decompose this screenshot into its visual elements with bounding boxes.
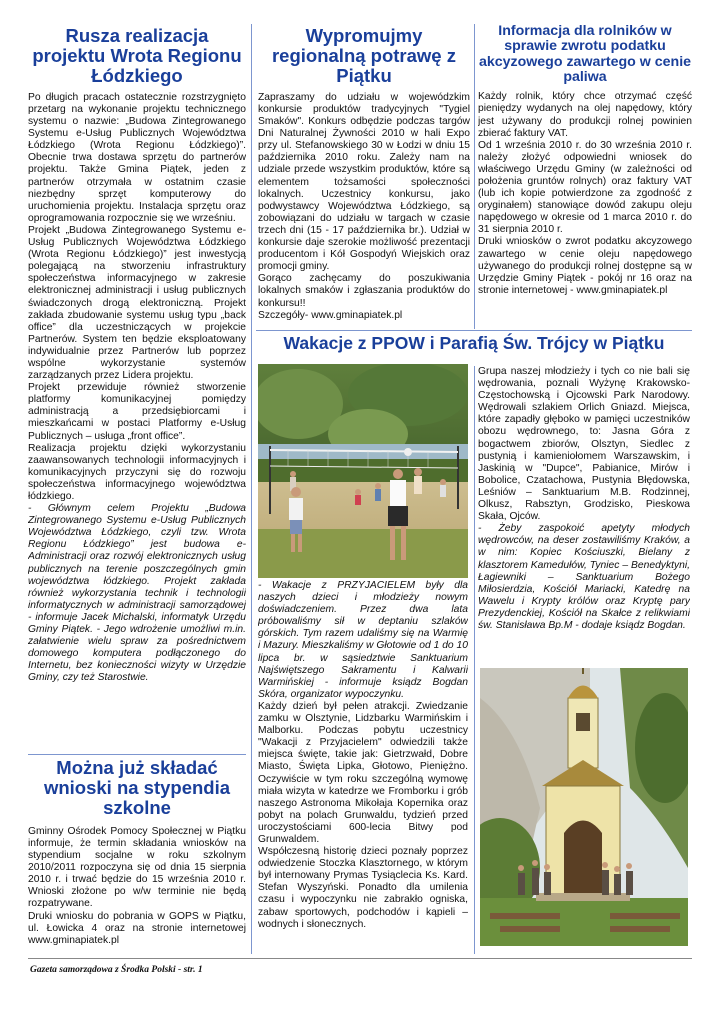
article-wakacje-left	[258, 580, 468, 956]
photo-chapel	[480, 668, 688, 946]
article-stypendia	[28, 758, 246, 954]
paragraph: - Wakacje z PRZYJACIELEM były dla naszych dzieci i młodzieży nowym doświadczeniem. Przez dwa lata próbowaliśmy sił w deptaniu szlaków górskich. Tym razem udaliśmy się na Warmię i Mazury. Mieszkaliśmy w Głotowie od 1 do 10 lipca br. w sąsiedztwie Sanktuarium Najświętszego Sakramentu i Kalwarii Warmińskiej - informuje ksiądz Bogdan Skóra, organizator wypoczynku.	[258, 580, 468, 700]
paragraph: Po długich pracach ostatecznie rozstrzygnięto przetarg na wykonanie projektu technicznego systemu o nazwie: „Budowa Zintegrowanego Systemu e-Usług Publicznych Województwa Łódzkiego (Wrota Regionu Łódzkiego)”. Obecnie trwa dostawa sprzętu do partnerów projektu. Także Gmina Piątek, jeden z partnerów otrzymała w ostatnim czasie niezbędny sprzęt komputerowy do uruchomienia projektu. Instalacja sprzętu oraz oprogramowania rozpocznie się we wrześniu.	[28, 91, 246, 224]
article-potrawa	[258, 26, 470, 328]
article-akcyza-body	[478, 91, 692, 297]
divider	[28, 754, 246, 755]
column-divider	[251, 24, 252, 954]
article-wakacje-title: Wakacje z PPOW i Parafią Św. Trójcy w Piątku	[283, 333, 665, 353]
article-wrota	[28, 26, 246, 754]
paragraph: - Głównym celem Projektu „Budowa Zintegrowanego Systemu e-Usług Publicznych Województwa Łódzkiego, czyli tzw. Wrota Regionu Łódzkiego” jest budowa e-Administracji oraz rozwój elektronicznych usług publicznych na terenie poszczególnych gmin województwa łódzkiego. Projekt zakłada również wykorzystania technik i technologii informatycznych w administracji samorządowej - informuje Jacek Michalski, informatyk Urzędu Gminy Piątek. - Jego wdrożenie umożliwi m.in. załatwienie wielu spraw za pośrednictwem domowego komputera podłączonego do Internetu, bez konieczności wizyty w Urzędzie Gminy, czy też Starostwie.	[28, 503, 246, 684]
article-wrota-body	[28, 92, 246, 685]
paragraph: Gorąco zachęcamy do poszukiwania lokalnych smaków i zgłaszania produktów do konkursu!!	[258, 273, 470, 309]
paragraph: Druki wniosku do pobrania w GOPS w Piątku, ul. Łowicka 4 oraz na stronie internetowej www.gminapiatek.pl	[28, 910, 246, 946]
article-potrawa-body	[258, 92, 470, 322]
paragraph: Zapraszamy do udziału w wojewódzkim konkursie produktów tradycyjnych "Tygiel Smaków". Konkurs odbędzie podczas targów Dni Naturalnej Żywności 2010 w hali Expo przy ul. Stefanowskiego 30 w Łodzi w dniu 15 października 2010 roku. Zależy nam na udziale przede wszystkim produktów, które są elementem tożsamości społeczności lokalnych. Uczestnicy konkursu, jako podwystawcy Województwa Łódzkiego, są zobowiązani do udziału w targach w czasie trzech dni (15 - 17 października br.). Udział w konkursie daje szerokie możliwość prezentacji producentom i Kół Gospodyń Wiejskich oraz promocji gminy.	[258, 91, 470, 273]
column-divider	[474, 24, 475, 329]
article-stypendia-title: Można już składać wnioski na stypendia szkolne	[43, 758, 231, 818]
footer-text: Gazeta samorządowa z Środka Polski - str. 1	[30, 965, 203, 975]
paragraph: Od 1 września 2010 r. do 30 września 2010 r. należy złożyć odpowiedni wniosek do właściwego Urzędu Gminy (w zależności od położenia gruntów rolnych) oraz faktury VAT (lub ich kopie potwierdzone za zgodność z oryginałem) stanowiące dowód zakupu oleju napędowego w okresie od 1 marca 2010 r. do 31 sierpnia 2010 r.	[478, 139, 692, 236]
paragraph: Projekt „Budowa Zintegrowanego Systemu e-Usług Publicznych Województwa Łódzkiego (Wrota Regionu Łódzkiego)” jest inwestycją polegającą na stworzeniu infrastruktury społeczeństwa informacyjnego w zakresie elektronicznej administracji i usług publicznych świadczonych drogą elektroniczną. Projekt zakłada zbudowanie systemu usług typu „back office” dla uczestniczących w projekcie Partnerów. System ten będzie eksploatowany indywidualnie przez Partnerów lub poprzez wspólne wykorzystanie systemów zarządzanych przez Lidera projektu.	[28, 224, 246, 382]
paragraph: Gminny Ośrodek Pomocy Społecznej w Piątku informuje, że termin składania wniosków na stypendium socjalne w roku szkolnym 2010/2011 rozpoczyna się od dnia 15 sierpnia 2010 r. i trwać będzie do 15 września 2010 r. Wnioski złożone po w/w terminie nie będą rozpatrywane.	[28, 825, 246, 910]
footer-rule	[28, 958, 692, 959]
paragraph: Druki wniosków o zwrot podatku akcyzowego zawartego w cenie oleju napędowego używanego do produkcji rolnej dostępne są w Urzędzie Gminy Piątek - pokój nr 16 oraz na stronie internetowej - www.gminapiatek.pl	[478, 236, 692, 296]
photo-volleyball	[258, 364, 468, 578]
paragraph: Każdy dzień był pełen atrakcji. Zwiedzanie zamku w Olsztynie, Lidzbarku Warmińskim i Malborku. Podczas pobytu uczestnicy "Wakacji z Przyjacielem" odwiedzili także miejsca święte, takie jak: Gietrzwałd, Dobre Miasto, Święta Lipka, Głotowo, Pieniężno. Oczywiście w tym roku szczególną wymowę miała wizyta w katedrze we Fromborku i grób naszego Astronoma Mikołaja Kopernika oraz pobyt na polach Grunwaldu, tydzień przed uroczystościami 600-lecia Bitwy pod Grunwaldem.	[258, 700, 468, 845]
article-stypendia-body	[28, 826, 246, 947]
photo-chapel-image	[480, 668, 688, 946]
article-akcyza-title: Informacja dla rolników w sprawie zwrotu podatku akcyzowego zawartego w cenie paliwa	[478, 24, 692, 85]
article-potrawa-title: Wypromujmy regionalną potrawę z Piątku	[271, 26, 456, 86]
paragraph: Projekt przewiduje również stworzenie platformy komunikacyjnej pomiędzy administracją a przedsiębiorcami i mieszkańcami w postaci Platformy e-Usług Publicznych – usługa „front office”.	[28, 382, 246, 442]
article-wakacje-right	[478, 366, 690, 666]
paragraph: Realizacja projektu dzięki wykorzystaniu zaawansowanych technologii informacyjnych i komunikacyjnych przyczyni się do rozwoju społeczeństwa informacyjnego województwa łódzkiego.	[28, 442, 246, 502]
column-divider	[474, 366, 475, 954]
paragraph: Grupa naszej młodzieży i tych co nie bali się wędrowania, poznali Wyżynę Krakowsko-Częstochowską i Ojcowski Park Narodowy. Wędrowali szlakiem Orlich Gniazd. Miejsca, które zapadły głęboko w pamięci uczestników obozu wędrownego, to: Jasna Góra z bogactwem zbiorów, Olsztyn, Siedlec z pustynią i kamieniołomem Warszawskim, i Jaskinią w "Dupce", Pabianice, Mirów i Bobolice, Czatachowa, Pustynia Błędowska, Leśniów – Sanktuarium M.B. Rodzinnej, Olkusz, Rabsztyn, Grodzisko, Pieskowa Skała, Ojców.	[478, 366, 690, 523]
paragraph: Współczesną historię dzieci poznały poprzez odwiedzenie Stoczka Klasztornego, w którym był internowany Prymas Tysiąclecia Ks. Kard. Stefan Wyszyński. Ponadto dla umilenia czasu i wypoczynku nie zabrakło ogniska, zabaw sportowych, podchodów i kąpieli – wodnych i słonecznych.	[258, 846, 468, 930]
paragraph: Szczegóły- www.gminapiatek.pl	[258, 309, 403, 321]
article-wrota-title: Rusza realizacja projektu Wrota Regionu Łódzkiego	[32, 26, 242, 86]
paragraph: Każdy rolnik, który chce otrzymać część pieniędzy wydanych na olej napędowy, który jest używany do produkcji rolnej powinien zbierać faktury VAT.	[478, 91, 692, 139]
paragraph: - Żeby zaspokoić apetyty młodych wędrowców, na deser zostawiliśmy Kraków, a w nim: Kopiec Kościuszki, Bielany z klasztorem Kamedułów, Tyniec – Benedyktyni, Łagiewniki – Sanktuarium Bożego Miłosierdzia, Kościół Mariacki, Katedrę na Wawelu i Krypty królów oraz Kryptę pary Prezydenckiej, Kościół na Skałce z relikwiami św. Stanisława Bp.M - dodaje ksiądz Bogdan.	[478, 523, 690, 631]
divider	[256, 330, 692, 331]
article-akcyza	[478, 24, 692, 329]
photo-volleyball-image	[258, 364, 468, 578]
